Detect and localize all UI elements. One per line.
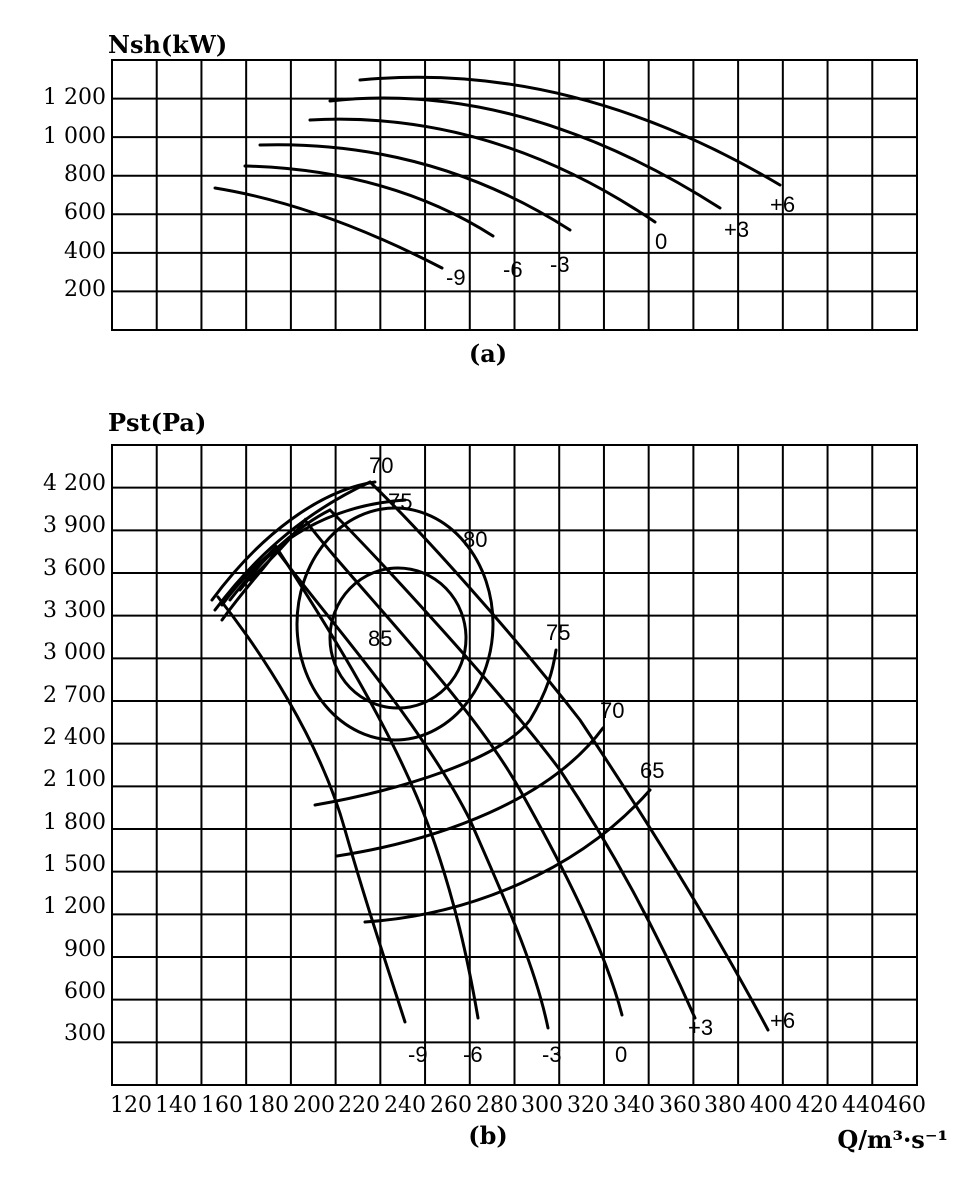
chart-b-xtick: 140 xyxy=(155,1093,197,1118)
chart-b-xlabel-unit: Q/m³·s⁻¹ xyxy=(837,1125,948,1154)
chart-b-xtick: 120 xyxy=(110,1093,152,1118)
chart-a-curves xyxy=(215,77,780,268)
chart-a-ylabel: Nsh(kW) xyxy=(108,30,228,59)
chart-a xyxy=(43,30,917,368)
chart-a-label-minus6: -6 xyxy=(503,257,523,282)
blade-curve-plus6 xyxy=(215,482,768,1030)
chart-b-ytick: 900 xyxy=(64,937,106,962)
chart-b-grid xyxy=(112,445,917,1085)
chart-b-xtick: 180 xyxy=(247,1093,289,1118)
chart-b-ytick: 1 200 xyxy=(43,894,106,919)
chart-b-ytick: 3 300 xyxy=(43,598,106,623)
chart-b-blade-label-minus9: -9 xyxy=(408,1042,428,1067)
chart-b-ytick: 2 100 xyxy=(43,767,106,792)
chart-b-xtick: 220 xyxy=(338,1093,380,1118)
chart-b-contour-label-75: 75 xyxy=(546,620,571,645)
chart-b-ytick: 2 700 xyxy=(43,683,106,708)
chart-b-ytick: 2 400 xyxy=(43,725,106,750)
chart-a-ytick: 1 000 xyxy=(43,124,106,149)
chart-b-ytick: 300 xyxy=(64,1021,106,1046)
chart-b-ytick: 600 xyxy=(64,979,106,1004)
chart-b-contour-label-80: 80 xyxy=(463,527,488,552)
chart-b-xtick: 340 xyxy=(613,1093,655,1118)
chart-b-xtick: 280 xyxy=(476,1093,518,1118)
chart-b-blade-curves xyxy=(215,482,768,1030)
chart-a-ytick: 1 200 xyxy=(43,85,106,110)
chart-b-xtick: 420 xyxy=(796,1093,838,1118)
chart-b-ytick: 3 600 xyxy=(43,556,106,581)
chart-b-x-ticks xyxy=(110,1093,926,1118)
chart-a-grid xyxy=(112,60,917,330)
chart-b-xtick: 460 xyxy=(884,1093,926,1118)
chart-b-blade-label-plus3: +3 xyxy=(688,1015,714,1040)
chart-b-ytick: 1 800 xyxy=(43,810,106,835)
chart-b-xtick: 440 xyxy=(842,1093,884,1118)
chart-b-blade-label-minus3: -3 xyxy=(542,1042,562,1067)
chart-a-curve-minus3 xyxy=(260,145,570,230)
chart-a-curve-minus9 xyxy=(215,188,442,268)
chart-b-blade-label-minus6: -6 xyxy=(463,1042,483,1067)
chart-b-y-ticks xyxy=(43,471,106,1046)
chart-b-xtick: 320 xyxy=(567,1093,609,1118)
chart-b-ytick: 3 000 xyxy=(43,640,106,665)
chart-a-curve-labels xyxy=(446,192,795,290)
chart-a-ytick: 800 xyxy=(64,162,106,187)
chart-b-xtick: 380 xyxy=(704,1093,746,1118)
efficiency-contour-65 xyxy=(365,790,650,922)
chart-b-blade-label-0: 0 xyxy=(615,1042,628,1067)
chart-b-xtick: 200 xyxy=(293,1093,335,1118)
chart-a-label-minus3: -3 xyxy=(550,252,570,277)
chart-b-ylabel: Pst(Pa) xyxy=(108,408,207,437)
chart-b-contour-label-75-top: 75 xyxy=(388,489,413,514)
chart-b-contour-label-70: 70 xyxy=(600,698,625,723)
chart-a-ytick: 400 xyxy=(64,239,106,264)
chart-b-blade-label-plus6: +6 xyxy=(770,1008,796,1033)
chart-b-contour-label-65: 65 xyxy=(640,758,665,783)
chart-b-xtick: 400 xyxy=(750,1093,792,1118)
chart-b-ytick: 1 500 xyxy=(43,852,106,877)
chart-b-contour-label-70-top: 70 xyxy=(369,453,394,478)
chart-b xyxy=(43,408,948,1154)
chart-a-ytick: 200 xyxy=(64,277,106,302)
chart-b-ytick: 4 200 xyxy=(43,471,106,496)
chart-b-xtick: 240 xyxy=(384,1093,426,1118)
chart-a-label-plus3: +3 xyxy=(724,217,750,242)
chart-b-xtick: 160 xyxy=(201,1093,243,1118)
chart-a-label-plus6: +6 xyxy=(770,192,796,217)
chart-a-label-0: 0 xyxy=(655,229,668,254)
chart-a-y-ticks xyxy=(43,85,106,302)
chart-b-ytick: 3 900 xyxy=(43,513,106,538)
chart-a-label-minus9: -9 xyxy=(446,265,466,290)
chart-b-xtick: 300 xyxy=(521,1093,563,1118)
chart-b-contour-label-85: 85 xyxy=(368,626,393,651)
chart-b-caption: (b) xyxy=(468,1121,508,1150)
chart-a-ytick: 600 xyxy=(64,200,106,225)
chart-b-xtick: 360 xyxy=(659,1093,701,1118)
chart-a-caption: (a) xyxy=(468,339,508,368)
chart-b-xtick: 260 xyxy=(430,1093,472,1118)
